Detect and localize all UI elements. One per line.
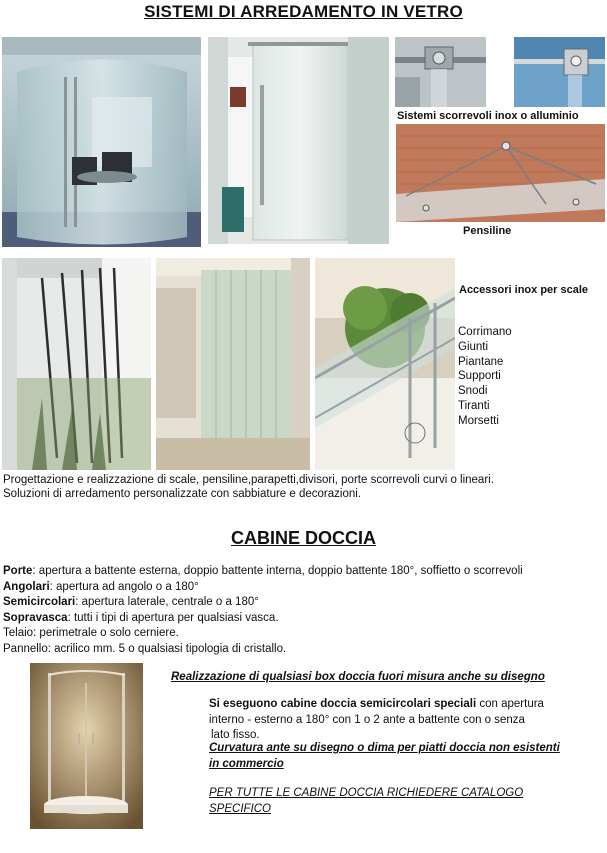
catalog-note: PER TUTTE LE CABINE DOCCIA RICHIEDERE CATALOGO SPECIFICO bbox=[209, 787, 524, 815]
spec-line: Telaio: perimetrale o solo cerniere. bbox=[3, 627, 179, 639]
custom-box-heading: Realizzazione di qualsiasi box doccia fuori misura anche su disegno bbox=[171, 671, 545, 683]
intro-line-2: Soluzioni di arredamento personalizzate con sabbiature e decorazioni. bbox=[3, 488, 361, 500]
curved-glass-office-photo bbox=[2, 37, 201, 247]
spec-line: Semicircolari: apertura laterale, centrale o a 180° bbox=[3, 596, 259, 608]
list-item: Giunti bbox=[458, 340, 489, 353]
sliding-hardware-photo-1 bbox=[395, 37, 486, 107]
stair-accessories-caption: Accessori inox per scale bbox=[459, 284, 589, 296]
list-item: Snodi bbox=[458, 385, 488, 398]
page-title: SISTEMI DI ARREDAMENTO IN VETRO bbox=[144, 2, 463, 21]
list-item: Supporti bbox=[458, 370, 501, 383]
list-item: Tiranti bbox=[458, 399, 490, 412]
semicircular-paragraph: Si eseguono cabine doccia semicircolari speciali con apertura interno - esterno a 180° con 1 o 2 ante a battente con o senza lato fisso. bbox=[209, 698, 544, 741]
list-item: Morsetti bbox=[458, 414, 499, 427]
accessories-list bbox=[458, 325, 512, 429]
sliding-hardware-photo-2 bbox=[514, 37, 605, 107]
list-item: Piantane bbox=[458, 355, 504, 368]
shower-cabin-photo bbox=[30, 663, 143, 829]
stair-railing-photo bbox=[315, 258, 455, 470]
spec-line: Sopravasca: tutti i tipi di apertura per qualsiasi vasca. bbox=[3, 611, 279, 624]
spec-line: Angolari: apertura ad angolo o a 180° bbox=[3, 580, 199, 593]
glass-partition-photo bbox=[156, 258, 310, 470]
sliding-systems-caption: Sistemi scorrevoli inox o alluminio bbox=[397, 110, 579, 122]
frosted-sliding-door-photo bbox=[208, 37, 389, 244]
folding-glass-doors-photo bbox=[2, 258, 151, 470]
list-item: Corrimano bbox=[458, 326, 512, 338]
spec-line: Porte: apertura a battente esterna, doppio battente interna, doppio battente 180°, soffietto o scorrevoli bbox=[3, 565, 523, 577]
canopies-caption: Pensiline bbox=[463, 225, 512, 237]
spec-line: Pannello: acrilico mm. 5 o qualsiasi tipologia di cristallo. bbox=[3, 642, 287, 655]
curvature-note: Curvatura ante su disegno o dima per piatti doccia non esistenti in commercio bbox=[209, 742, 560, 770]
shower-section-title: CABINE DOCCIA bbox=[230, 528, 376, 548]
shower-specs bbox=[3, 564, 523, 657]
glass-canopy-photo bbox=[396, 124, 605, 222]
intro-line-1: Progettazione e realizzazione di scale, pensiline,parapetti,divisori, porte scorrevoli curvi o lineari. bbox=[3, 474, 494, 486]
